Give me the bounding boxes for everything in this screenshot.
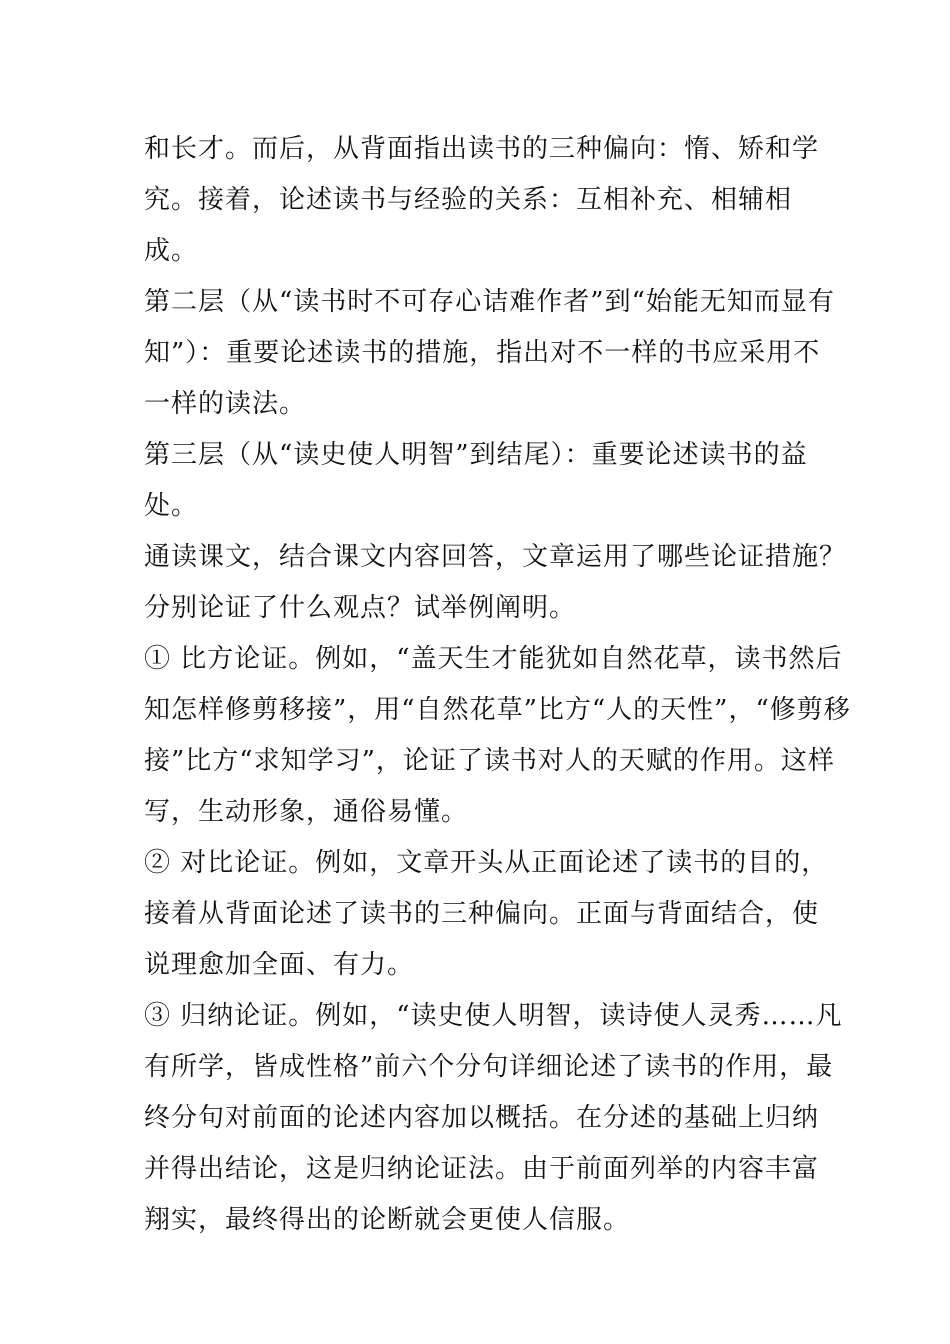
text-line: 处。 (144, 491, 199, 521)
text-line: 有所学，皆成性格”前六个分句详细论述了读书的作用，最 (144, 1052, 834, 1082)
text-line: ① 比方论证。例如，“盖天生才能犹如自然花草，读书然后 (144, 644, 843, 674)
text-line: ② 对比论证。例如，文章开头从正面论述了读书的目的， (144, 848, 829, 878)
text-line: 知”）：重要论述读书的措施，指出对不一样的书应采用不 (144, 338, 821, 368)
text-line: 分别论证了什么观点？试举例阐明。 (144, 593, 577, 623)
text-line: 说理愈加全面、有力。 (144, 950, 415, 980)
text-line: 写，生动形象，通俗易懂。 (144, 797, 469, 827)
text-line: 通读课文，结合课文内容回答，文章运用了哪些论证措施？ (144, 542, 847, 572)
text-line: 接着从背面论述了读书的三种偏向。正面与背面结合，使 (144, 899, 820, 929)
text-line: 和长才。而后，从背面指出读书的三种偏向：惰、矫和学 (144, 134, 820, 164)
document-body (144, 124, 851, 1246)
text-line: ③ 归纳论证。例如，“读史使人明智，读诗使人灵秀……凡 (144, 1001, 843, 1031)
text-line: 第三层（从“读史使人明智”到结尾）：重要论述读书的益 (144, 440, 808, 470)
text-line: 成。 (144, 236, 199, 266)
text-line: 第二层（从“读书时不可存心诘难作者”到“始能无知而显有 (144, 287, 835, 317)
text-line: 知怎样修剪移接”，用“自然花草”比方“人的天性”，“修剪移 (144, 695, 851, 725)
text-line: 翔实，最终得出的论断就会更使人信服。 (144, 1205, 631, 1235)
text-line: 究。接着，论述读书与经验的关系：互相补充、相辅相 (144, 185, 793, 215)
text-line: 并得出结论，这是归纳论证法。由于前面列举的内容丰富 (144, 1154, 820, 1184)
text-line: 一样的读法。 (144, 389, 307, 419)
text-line: 终分句对前面的论述内容加以概括。在分述的基础上归纳 (144, 1103, 820, 1133)
text-line: 接”比方“求知学习”，论证了读书对人的天赋的作用。这样 (144, 746, 835, 776)
